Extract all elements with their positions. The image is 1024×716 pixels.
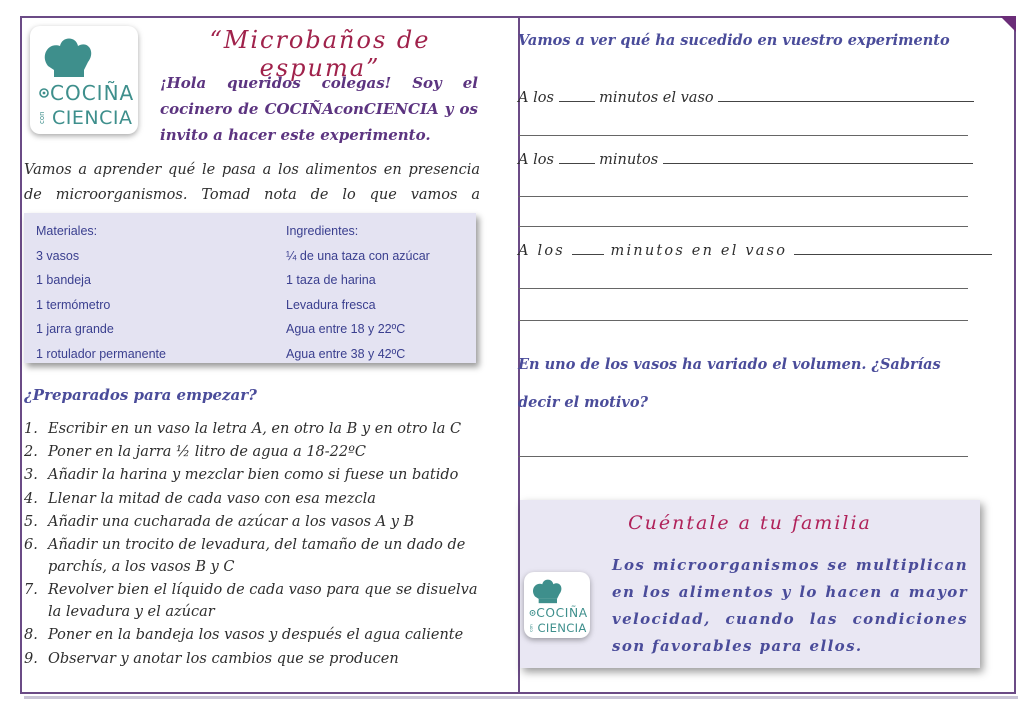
observation-line-3[interactable]: A los minutos en el vaso — [518, 243, 992, 259]
step-item: 6. Añadir un trocito de levadura, del tamaño de un dado de parchís, a los vasos B y C — [24, 536, 466, 575]
answer-line[interactable] — [518, 288, 968, 289]
page-shadow — [24, 696, 1018, 699]
step-item: 9. Observar y anotar los cambios que se producen — [24, 650, 399, 667]
cocina-con-ciencia-logo — [30, 26, 138, 134]
material-item: 1 termómetro — [36, 297, 111, 312]
steps-list — [24, 418, 484, 671]
answer-line[interactable] — [518, 135, 968, 136]
answer-line[interactable] — [518, 226, 968, 227]
step-item: 3. Añadir la harina y mezclar bien como si fuese un batido — [24, 467, 459, 484]
ingredient-item: Agua entre 38 y 42ºC — [286, 346, 406, 361]
step-item: 5. Añadir una cucharada de azúcar a los vasos A y B — [24, 513, 415, 530]
step-item: 1. Escribir en un vaso la letra A, en otro la B y en otro la C — [24, 421, 462, 437]
answer-line[interactable] — [518, 196, 968, 197]
svg-text:COCIÑA: COCIÑA — [536, 606, 588, 621]
svg-text:CIENCIA: CIENCIA — [537, 620, 587, 635]
cocina-con-ciencia-small-logo — [524, 572, 590, 638]
materials-column — [36, 219, 166, 366]
material-item: 1 jarra grande — [36, 322, 114, 336]
svg-text:COCIÑA: COCIÑA — [50, 81, 135, 105]
answer-line[interactable] — [518, 456, 968, 457]
family-title: Cuéntale a tu familia — [628, 512, 872, 534]
observation-line-2[interactable]: A los minutos — [518, 152, 973, 168]
steps-heading: ¿Preparados para empezar? — [24, 386, 257, 404]
lead-paragraph: Vamos a aprender qué le pasa a los alimentos en presencia de microorganismos. Tomad nota de lo que vamos a — [24, 162, 480, 203]
answer-line[interactable] — [518, 320, 968, 321]
step-item: 2. Poner en la jarra ½ litro de agua a 18-22ºC — [24, 444, 367, 461]
ingredients-header: Ingredientes: — [286, 224, 359, 238]
page-title: “Microbaños de espuma” — [209, 26, 431, 82]
step-item: 4. Llenar la mitad de cada vaso con esa mezcla — [24, 490, 376, 507]
material-item: 3 vasos — [36, 248, 80, 263]
materials-box — [24, 213, 476, 363]
results-heading: Vamos a ver qué ha sucedido en vuestro experimento — [518, 32, 950, 49]
material-item: 1 bandeja — [36, 273, 91, 287]
page-fold-corner — [1000, 16, 1016, 32]
intro-text: ¡Hola queridos colegas! Soy el cocinero de COCIÑAconCIENCIA y os invito a hacer este experimento. — [160, 74, 478, 144]
ingredient-item: ¼ de una taza con azúcar — [286, 248, 430, 263]
chef-hat-logo-icon — [30, 26, 138, 134]
family-text: Los microorganismos se multiplican en los alimentos y lo hacen a mayor velocidad, cuando las condiciones son favorables para ellos. — [612, 556, 968, 655]
step-item: 7. Revolver bien el líquido de cada vaso para que se disuelva la levadura y el azúcar — [24, 582, 478, 621]
question-text: En uno de los vasos ha variado el volumen. ¿Sabrías decir el motivo? — [518, 356, 941, 411]
chef-hat-logo-icon — [524, 572, 590, 638]
svg-text:CIENCIA: CIENCIA — [52, 107, 133, 129]
ingredient-item: 1 taza de harina — [286, 273, 376, 287]
ingredient-item: Agua entre 18 y 22ºC — [286, 322, 406, 336]
observation-line-1[interactable]: A los minutos el vaso — [518, 90, 974, 106]
materials-header: Materiales: — [36, 224, 98, 238]
svg-text:con: con — [38, 111, 46, 124]
ingredients-column — [286, 219, 430, 366]
ingredient-item: Levadura fresca — [286, 297, 376, 312]
material-item: 1 rotulador permanente — [36, 346, 166, 361]
step-item: 8. Poner en la bandeja los vasos y después el agua caliente — [24, 627, 464, 644]
svg-text:con: con — [529, 624, 535, 632]
